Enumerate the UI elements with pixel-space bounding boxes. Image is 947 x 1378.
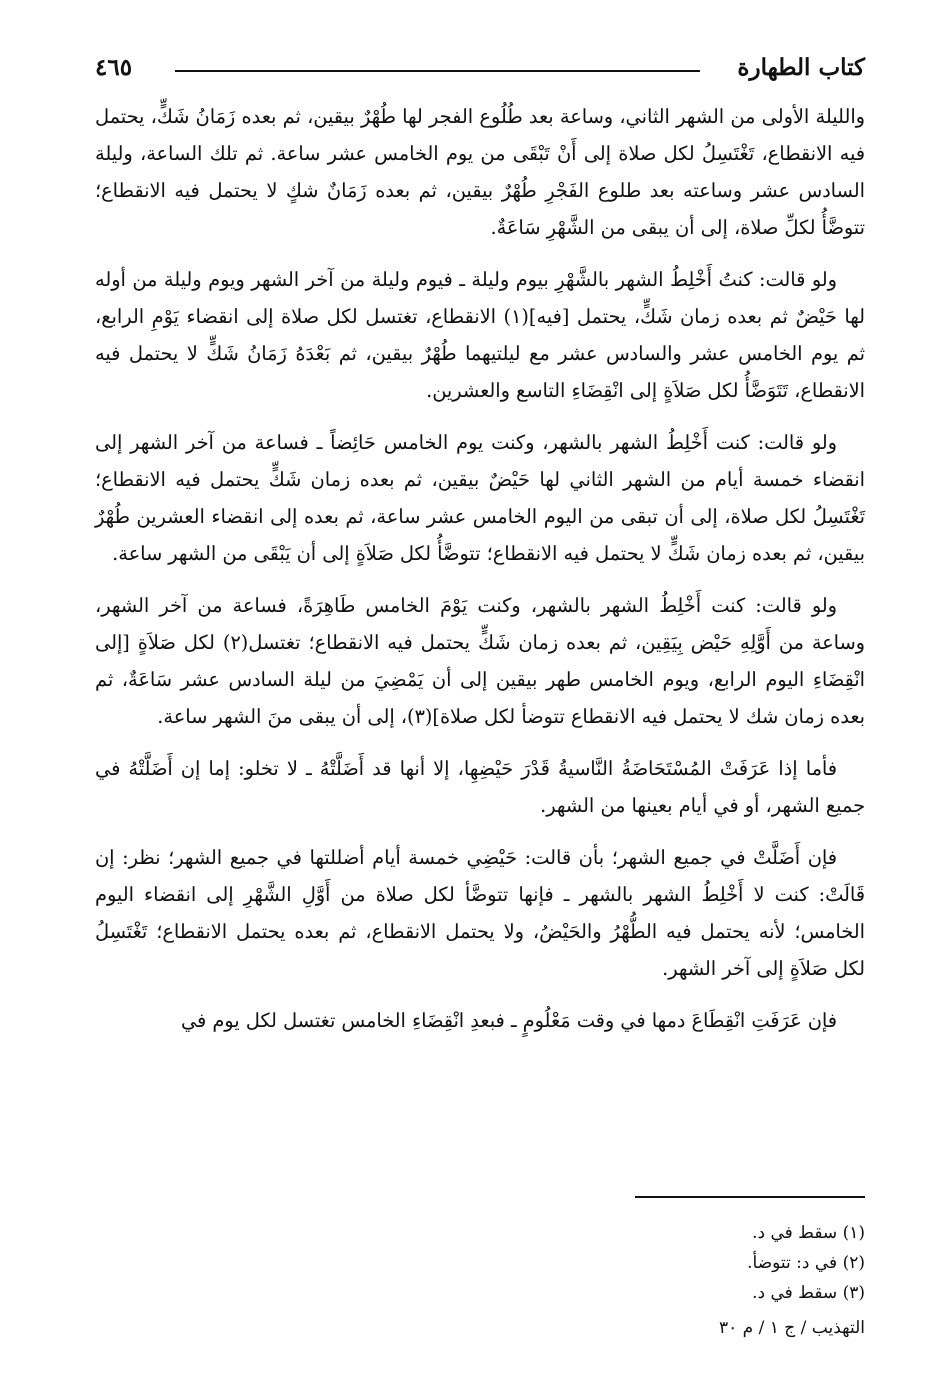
footnote: (٣) سقط في د. bbox=[752, 1283, 865, 1303]
paragraph: فإن عَرَفَتِ انْقِطَاعَ دمها في وقت مَعْلُومٍ ـ فبعدِ انْقِضَاءِ الخامس تغتسل لكل يوم في bbox=[180, 1009, 837, 1032]
footnote: (١) سقط في د. bbox=[752, 1223, 865, 1243]
page-header bbox=[95, 46, 865, 86]
paragraph: ولو قالت: كنت أَخْلِطُ الشهر بالشهر، وكنت يوم الخامس حَائِضاً ـ فساعة من آخر الشهر إلى انقضاء خمسة أيام من الشهر الثاني لها حَيْضٌ بيقين، ثم بعده زمان شَكٍّ يحتمل فيه الانقطاع؛ تَغْتَسِلُ لكل صلاة، إلى أن تبقى من اليوم الخامس عشر ساعة، ثم بعده إلى انقضاء العشرين طُهْرٌ بيقين، ثم بعده زمان شَكٍّ لا يحتمل فيه الانقطاع؛ تتوضَّأُ لكل صَلاَةٍ إلى أن يَبْقَى من الشهر ساعة. bbox=[95, 431, 865, 565]
main-text bbox=[95, 98, 865, 1039]
footnote: (٢) في د: تتوضأ. bbox=[747, 1253, 865, 1273]
paragraph: والليلة الأولى من الشهر الثاني، وساعة بعد طُلُوع الفجر لها طُهْرٌ بيقين، ثم بعده زَمَانُ شَكٍّ، يحتمل فيه الانقطاع، تَغْتَسِلُ لكل صلاة إلى أَنْ تَبْقَى من يوم الخامس عشر ساعة. ثم تلك الساعة، وليلة السادس عشر وساعته بعد طلوع الفَجْرِ طُهْرٌ بيقين، ثم بعده زَمَانٌ شكٍ لا يحتمل فيه الانقطاع؛ تتوضَّأُ لكلِّ صلاة، إلى أن يبقى من الشَّهْرِ سَاعَةٌ. bbox=[95, 105, 865, 239]
book-page bbox=[95, 46, 866, 1338]
footnotes bbox=[95, 1218, 865, 1308]
paragraph: ولو قالت: كنت أَخْلِطُ الشهر بالشهر، وكنت يَوْمَ الخامس طَاهِرَةً، فساعة من آخر الشهر، وساعة من أَوَّلِهِ حَيْض بِيَقِين، ثم بعده زمان شَكٍّ يحتمل فيه الانقطاع؛ تغتسل(٢) لكل صَلاَةٍ [إلى انْقِضَاءِ اليوم الرابع، ويوم الخامس طهر بيقين إلى أن يَمْضِيَ من ليلة السادس عشر سَاعَةٌ، ثم بعده زمان شك لا يحتمل فيه الانقطاع تتوضأ لكل صلاة](٣)، إلى أن يبقى منَ الشهر ساعة. bbox=[95, 594, 865, 728]
page-number: ٤٦٥ bbox=[95, 54, 133, 81]
paragraph: ولو قالت: كنتُ أَخْلِطُ الشهر بالشَّهْرِ بيوم وليلة ـ فيوم وليلة من آخر الشهر ويوم وليلة من أوله لها حَيْضٌ ثم بعده زمان شَكٍّ، يحتمل [فيه](١) الانقطاع، تغتسل لكل صلاة إلى انقضاء يَوْمِ الرابع، ثم يوم الخامس عشر والسادس عشر مع ليلتيهما طُهْرٌ بيقين، ثم بَعْدَهُ زَمَانُ شَكٍّ لا يحتمل فيه الانقطاع، تَتَوَضَّأُ لكل صَلاَةٍ إلى انْقِضَاءِ التاسع والعشرين. bbox=[95, 268, 866, 402]
footnote-rule bbox=[635, 1196, 865, 1198]
header-rule bbox=[175, 70, 700, 72]
paragraph: فأما إذا عَرَفَتْ المُسْتَحَاضَةُ النَّاسيةُ قَدْرَ حَيْضِهِا، إلا أنها قد أَضَلَّتْهُ ـ لا تخلو: إما إن أَضَلَّتْهُ في جميع الشهر، أو في أيام بعينها من الشهر. bbox=[95, 757, 865, 817]
paragraph: فإن أَضَلَّتْ في جميع الشهر؛ بأن قالت: حَيْضِي خمسة أيام أضللتها في جميع الشهر؛ نظر: إن قَالَتْ: كنت لا أَخْلِطُ الشهر بالشهر ـ فإنها تتوضَّأ لكل صلاة من أَوَّلِ الشَّهْرِ إلى انقضاء اليوم الخامس؛ لأنه يحتمل فيه الطُّهْرُ والحَيْضُ، ولا يحتمل الانقطاع، ثم بعده يحتمل الانقطاع؛ تَغْتَسِلُ لكل صَلاَةٍ إلى آخر الشهر. bbox=[95, 846, 865, 980]
printer-signature: التهذيب / ج ١ / م ٣٠ bbox=[718, 1318, 865, 1338]
chapter-title: كتاب الطهارة bbox=[737, 54, 865, 81]
